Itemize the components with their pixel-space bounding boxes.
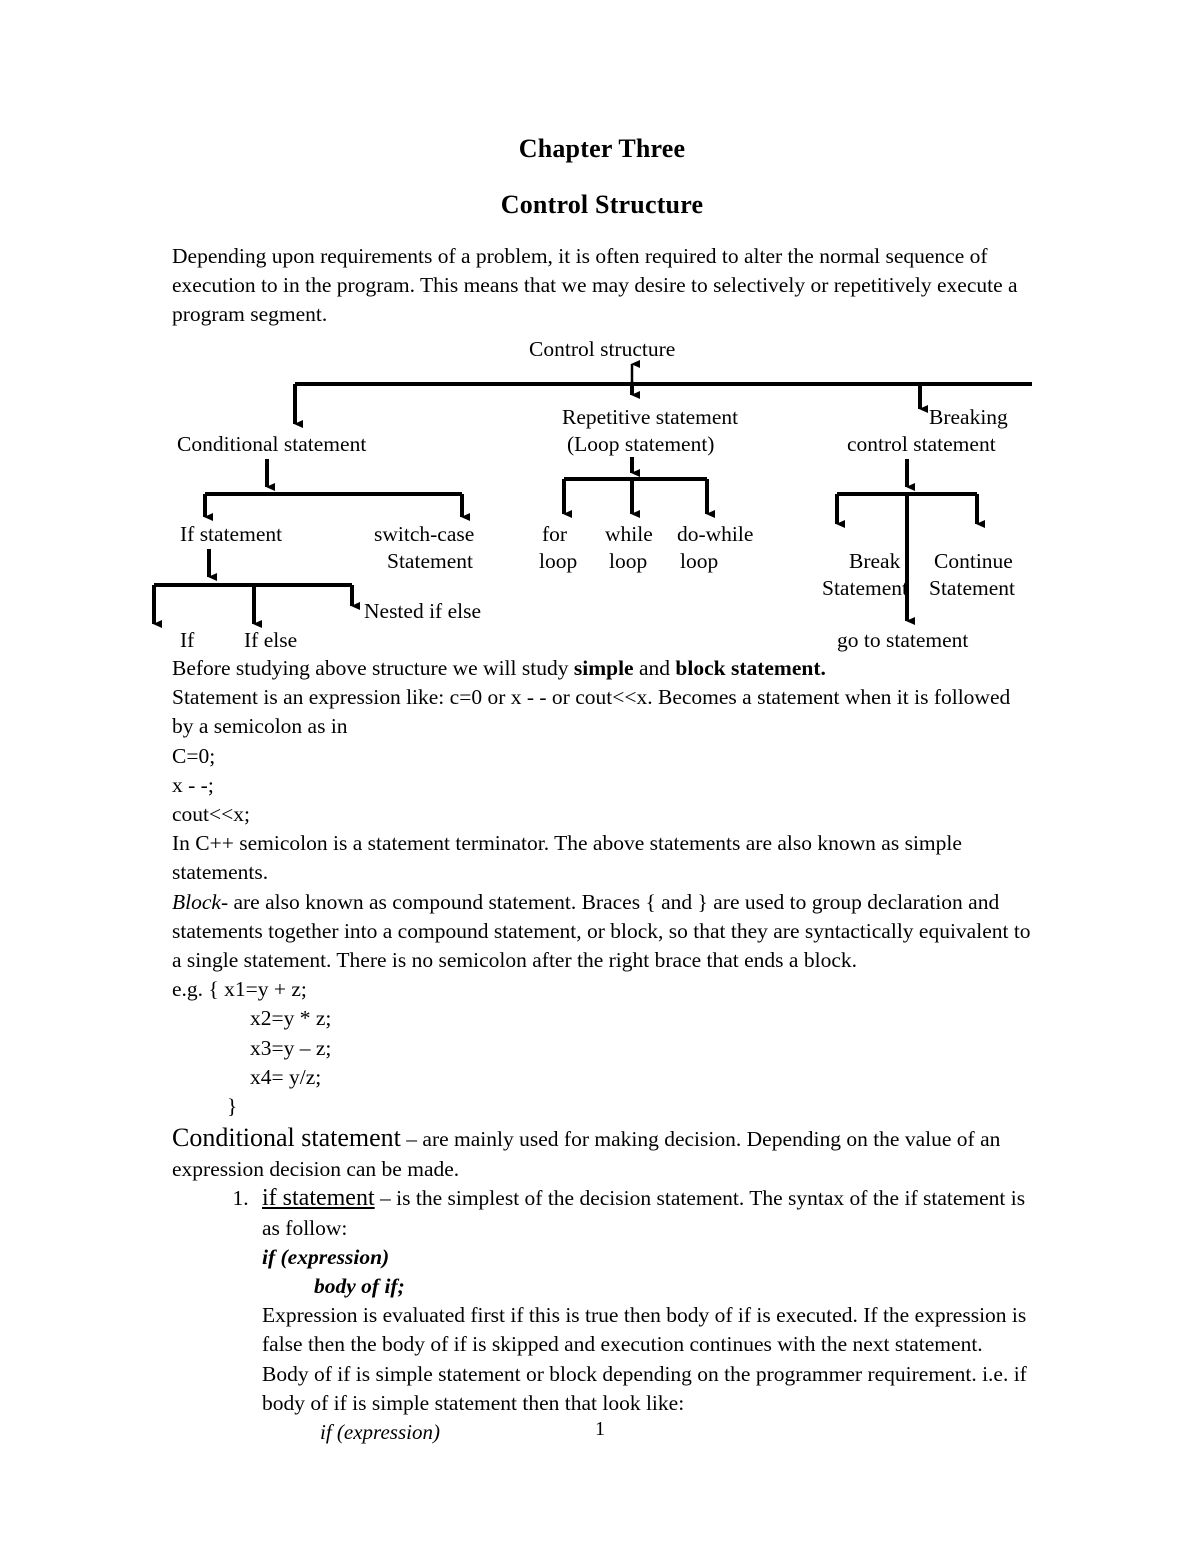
list-item	[254, 1184, 1032, 1447]
diagram-node-switch-case-line1: switch-case	[374, 522, 475, 546]
diagram-node-dowhile-line2: loop	[680, 549, 719, 573]
diagram-node-while-line1: while	[605, 522, 653, 546]
eg-line-0: e.g. { x1=y + z;	[172, 977, 307, 1002]
conditional-statement-paragraph	[172, 1121, 1032, 1184]
if-syntax-line-1: if (expression)	[262, 1244, 390, 1269]
conditional-branch-bar	[205, 494, 462, 517]
document-subtitle: Control Structure	[500, 190, 704, 219]
code-sample-0: C=0;	[172, 743, 216, 768]
before-studying-bold-block: block statement.	[675, 656, 826, 680]
diagram-svg	[172, 329, 1032, 654]
diagram-node-for-line1: for	[542, 522, 568, 546]
if-statement-term: if statement	[262, 1185, 375, 1212]
block-label: Block-	[172, 889, 229, 914]
if-trailing-syntax: if (expression)	[320, 1420, 440, 1445]
diagram-node-if-else: If else	[244, 628, 298, 652]
control-structure-diagram	[172, 329, 1032, 654]
diagram-node-break-line2: Statement	[822, 576, 908, 600]
diagram-node-continue-line1: Continue	[934, 549, 1013, 573]
diagram-node-for-line2: loop	[539, 549, 578, 573]
loop-branch-bar	[564, 479, 707, 514]
diagram-node-conditional: Conditional statement	[177, 432, 367, 456]
intro-paragraph: Depending upon requirements of a problem, it is often required to alter the normal sequence of execution to in the program. This means that we may desire to selectively or repetitively execute a program segment.	[172, 244, 1018, 326]
diagram-node-dowhile-line1: do-while	[677, 522, 754, 546]
diagram-node-nested-if-else: Nested if else	[364, 599, 482, 623]
diagram-node-if-statement: If statement	[180, 522, 283, 546]
eg-line-1: x2=y * z;	[250, 1006, 332, 1031]
before-studying-pre: Before studying above structure we will study	[172, 656, 574, 680]
page-content	[172, 132, 1032, 1447]
diagram-node-breaking-line1: Breaking	[929, 405, 1008, 429]
diagram-node-breaking-line2: control statement	[847, 432, 996, 456]
diagram-node-continue-line2: Statement	[929, 576, 1015, 600]
diagram-node-repetitive-line2: (Loop statement)	[567, 432, 715, 456]
eg-line-3: x4= y/z;	[250, 1064, 322, 1089]
conditional-statement-heading: Conditional statement	[172, 1123, 401, 1153]
semicolon-note: In C++ semicolon is a statement terminator. The above statements are also known as simple statements.	[172, 831, 962, 885]
if-statement-explanation: Expression is evaluated first if this is true then body of if is executed. If the expression is false then the body of if is skipped and execution continues with the next statement. Body of if is simple statement or block depending on the programmer requirement. i.e. if body of if is simple statement then that look like:	[262, 1303, 1027, 1415]
code-sample-2: cout<<x;	[172, 802, 250, 827]
diagram-node-goto: go to statement	[837, 628, 969, 652]
diagram-node-while-line2: loop	[609, 549, 648, 573]
diagram-node-root: Control structure	[529, 337, 676, 361]
before-studying-bold-simple: simple	[573, 656, 634, 680]
body-text-block	[172, 654, 1032, 1447]
diagram-node-repetitive-line1: Repetitive statement	[562, 405, 739, 429]
block-definition	[172, 888, 1032, 976]
diagram-node-if: If	[180, 628, 195, 652]
before-studying-mid: and	[633, 656, 676, 680]
page-number: 1	[595, 1418, 605, 1440]
conditional-statement-rest: – are mainly used for making decision. Depending on the value of an expression decision can be made.	[172, 1127, 1001, 1182]
before-studying-line	[172, 654, 1032, 683]
block-definition-text: are also known as compound statement. Braces { and } are used to group declaration and statements together into a compound statement, or block, so that they are syntactically equivalent to a single statement. There is no semicolon after the right brace that ends a block.	[172, 889, 1031, 973]
chapter-title: Chapter Three	[518, 134, 686, 163]
eg-line-2: x3=y – z;	[250, 1035, 332, 1060]
code-sample-1: x - -;	[172, 772, 214, 797]
if-statement-rest: – is the simplest of the decision statement. The syntax of the if statement is as follow:	[262, 1186, 1026, 1240]
diagram-node-break-line1: Break	[849, 549, 901, 573]
if-syntax-line-2: body of if;	[314, 1274, 405, 1299]
decision-statement-list	[172, 1184, 1032, 1447]
if-statement-branch-bar	[154, 585, 352, 624]
statement-definition: Statement is an expression like: c=0 or x - - or cout<<x. Becomes a statement when it is followed by a semicolon as in	[172, 685, 1011, 739]
eg-line-4: }	[227, 1094, 238, 1119]
diagram-node-switch-case-line2: Statement	[387, 549, 473, 573]
